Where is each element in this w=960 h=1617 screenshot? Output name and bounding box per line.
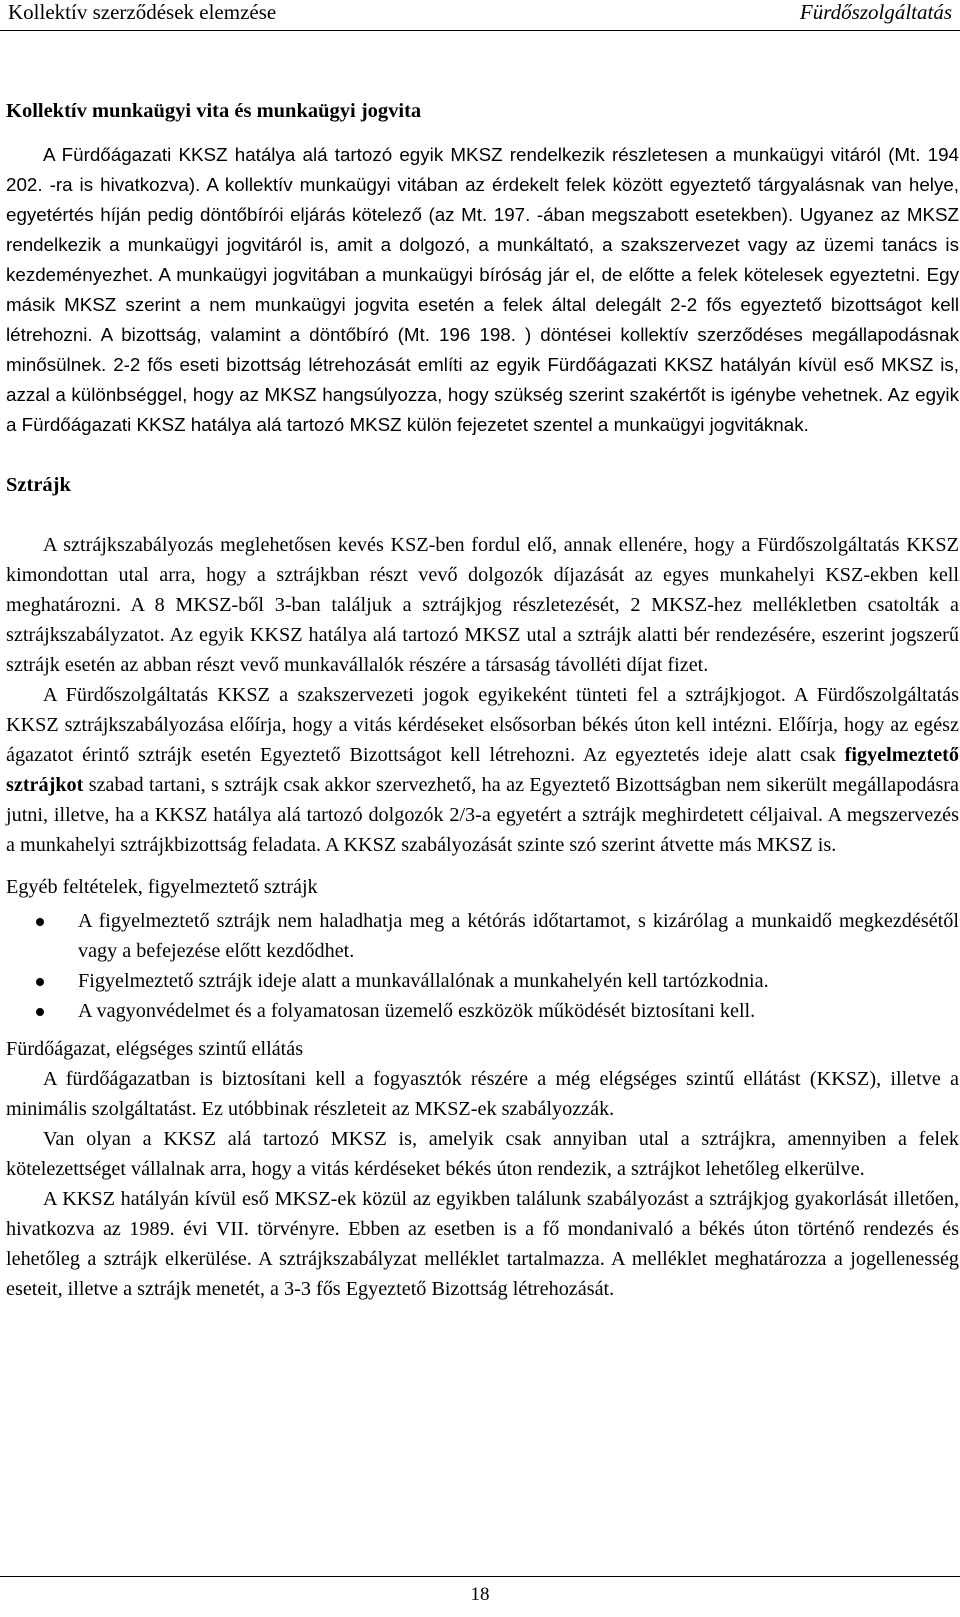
- section-heading-strike: Sztrájk: [6, 474, 71, 496]
- strike-paragraph-1: A sztrájkszabályozás meglehetősen kevés KSZ-ben fordul elő, annak ellenére, hogy a Fürdőszolgáltatás KKSZ kimondottan utal arra, hogy a sztrájkban részt vevő dolgozók díjazását az egyes munkahelyi KSZ-ekben kell meghatározni. A 8 MKSZ-ből 3-ban találjuk a sztrájkjog részletezését, 2 MKSZ-hez mellékletben csatolták a sztrájkszabályzatot. Az egyik KKSZ hatálya alá tartozó MKSZ utal a sztrájk alatti bér rendezésére, eszerint jogszerű sztrájk esetén az abban részt vevő munkavállalók részére a társaság távolléti díjat fizet.: [6, 534, 959, 676]
- header-section-title: Fürdőszolgáltatás: [799, 0, 952, 24]
- subheading-other-conditions: Egyéb feltételek, figyelmeztető sztrájk: [6, 876, 318, 898]
- subheading-sufficient-service: Fürdőágazat, elégséges szintű ellátás: [6, 1038, 304, 1060]
- page-content: [6, 96, 959, 1304]
- footer-divider: [0, 1576, 960, 1577]
- outside-scope-paragraph: A KKSZ hatályán kívül eső MKSZ-ek közül az egyikben találunk szabályozást a sztrájkjog gyakorlását illetően, hivatkozva az 1989. évi VII. törvényre. Ebben az esetben is a fő mondanivaló a békés úton történő rendezés és lehetőleg a sztrájk elkerülése. A sztrájkszabályzat melléklet tartalmazza. A melléklet meghatározza a jogellenesség eseteit, illetve a sztrájk menetét, a 3-3 fős Egyeztető Bizottság létrehozását.: [6, 1188, 959, 1300]
- list-item: [6, 906, 959, 966]
- sufficient-service-paragraph: A fürdőágazatban is biztosítani kell a fogyasztók részére a még elégséges szintű ellátást (KKSZ), illetve a minimális szolgáltatást. Ez utóbbinak részleteit az MKSZ-ek szabályozzák.: [6, 1068, 959, 1120]
- conditions-bullet-list: [6, 906, 959, 1026]
- list-item: [6, 996, 959, 1026]
- list-item: [6, 966, 959, 996]
- list-item-text: A vagyonvédelmet és a folyamatosan üzemelő eszközök működését biztosítani kell.: [78, 1000, 756, 1022]
- labor-dispute-paragraph: A Fürdőágazati KKSZ hatálya alá tartozó egyik MKSZ rendelkezik részletesen a munkaügyi vitáról (Mt. 194 202. -ra is hivatkozva). A kollektív munkaügyi vitában az érdekelt felek között egyeztető tárgyalásnak van helye, egyetértés híján pedig döntőbírói eljárás kötelező (az Mt. 197. -ában megszabott esetekben). Ugyanez az MKSZ rendelkezik a munkaügyi jogvitáról is, amit a dolgozó, a munkáltató, a szakszervezet vagy az üzemi tanács is kezdeményezhet. A munkaügyi jogvitában a munkaügyi bíróság jár el, de előtte a felek kötelesek egyeztetni. Egy másik MKSZ szerint a nem munkaügyi jogvita esetén a felek által delegált 2-2 fős egyeztető bizottságot kell létrehozni. A bizottság, valamint a döntőbíró (Mt. 196 198. ) döntései kollektív szerződéses megállapodásnak minősülnek. 2-2 fős eseti bizottság létrehozását említi az egyik Fürdőágazati KKSZ hatályán kívül eső MKSZ is, azzal a különbséggel, hogy az MKSZ hangsúlyozza, hogy szükség szerint szakértőt is igénybe vehetnek. Az egyik a Fürdőágazati KKSZ hatálya alá tartozó MKSZ külön fejezetet szentel a munkaügyi jogvitáknak.: [6, 144, 959, 435]
- list-item-text: A figyelmeztető sztrájk nem haladhatja meg a kétórás időtartamot, s kizárólag a munkaidő megkezdésétől vagy a befejezése előtt kezdődhet.: [78, 910, 959, 962]
- strike-paragraph-2: [6, 680, 959, 860]
- strike-paragraph-2-emphasis: figyelmeztető sztrájkot: [6, 744, 959, 796]
- bullet-icon: [36, 918, 44, 926]
- list-item-text: Figyelmeztető sztrájk ideje alatt a munkavállalónak a munkahelyén kell tartózkodnia.: [78, 970, 769, 992]
- page-header: [0, 0, 960, 31]
- page-number: 18: [470, 1584, 490, 1605]
- bullet-icon: [36, 1008, 44, 1016]
- strike-paragraph-2-part-a: A Fürdőszolgáltatás KKSZ a szakszervezeti jogok egyikeként tünteti fel a sztrájkjogot. A Fürdőszolgáltatás KKSZ sztrájkszabályozása előírja, hogy a vitás kérdéseket elsősorban békés úton kell intézni. Előírja, hogy az egész ágazatot érintő sztrájk esetén Egyeztető Bizottságot kell létrehozni. Az egyeztetés ideje alatt csak: [6, 684, 959, 766]
- peaceful-resolution-paragraph: Van olyan a KKSZ alá tartozó MKSZ is, amelyik csak annyiban utal a sztrájkra, amennyiben a felek kötelezettséget vállalnak arra, hogy a vitás kérdéseket békés úton rendezik, a sztrájkot lehetőleg elkerülve.: [6, 1128, 959, 1180]
- header-document-title: Kollektív szerződések elemzése: [8, 0, 277, 24]
- bullet-icon: [36, 978, 44, 986]
- section-heading-labor-dispute: Kollektív munkaügyi vita és munkaügyi jogvita: [6, 100, 422, 122]
- strike-paragraph-2-part-b: szabad tartani, s sztrájk csak akkor szervezhető, ha az Egyeztető Bizottságban nem sikerült megállapodásra jutni, illetve, ha a KKSZ hatálya alá tartozó dolgozók 2/3-a egyetért a sztrájk meghirdetett céljaival. A megszervezés a munkahelyi sztrájkbizottság feladata. A KKSZ szabályozását szinte szó szerint átvette más MKSZ is.: [6, 774, 959, 856]
